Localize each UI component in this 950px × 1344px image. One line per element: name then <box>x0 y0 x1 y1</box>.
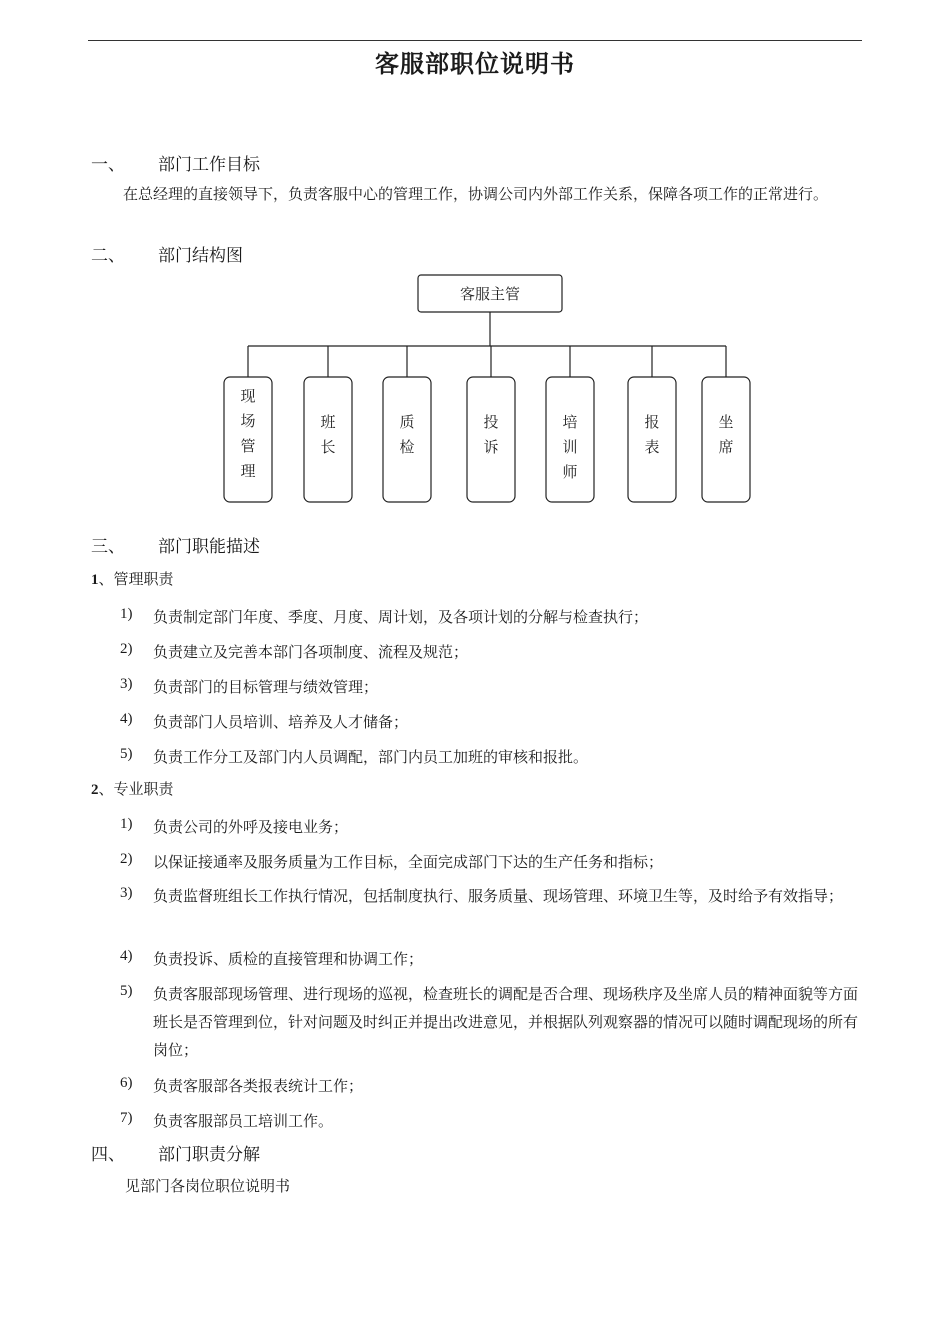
duty-item-number: 3) <box>120 885 133 901</box>
section-2-number: 二、 <box>91 246 125 266</box>
duty-item-text: 负责客服部各类报表统计工作； <box>153 1077 364 1095</box>
org-chart <box>215 270 765 510</box>
duty-group-heading <box>91 778 174 799</box>
duty-item-text: 负责建立及完善本部门各项制度、流程及规范； <box>153 643 469 661</box>
duty-item-text: 负责客服部员工培训工作。 <box>153 1112 334 1130</box>
org-child-label-char: 师 <box>562 463 578 481</box>
duty-item-number: 4) <box>120 711 133 727</box>
org-child-label-char: 表 <box>644 438 660 456</box>
org-child-label-char: 诉 <box>483 438 499 456</box>
document-title: 客服部职位说明书 <box>375 50 575 78</box>
duty-item-number: 5) <box>120 983 133 999</box>
org-child-label-char: 培 <box>562 413 578 431</box>
duty-item-text: 负责监督班组长工作执行情况，包括制度执行、服务质量、现场管理、环境卫生等，及时给予有效指导； <box>153 887 844 905</box>
org-child-label-char: 训 <box>562 438 578 456</box>
duty-item-text: 负责工作分工及部门内人员调配，部门内员工加班的审核和报批。 <box>153 748 589 766</box>
duty-item-number: 1) <box>120 816 133 832</box>
breakdown-text: 见部门各岗位职位说明书 <box>125 1177 291 1195</box>
org-child-label-char: 检 <box>399 438 415 456</box>
duty-item-text: 负责部门的目标管理与绩效管理； <box>153 678 379 696</box>
section-2-label: 部门结构图 <box>158 246 243 266</box>
duty-item-number: 5) <box>120 746 133 762</box>
duty-item-number: 1) <box>120 606 133 622</box>
section-3-label: 部门职能描述 <box>158 537 260 557</box>
section-1-label: 部门工作目标 <box>158 155 260 175</box>
org-child-label-char: 管 <box>240 437 256 455</box>
org-child-label-char: 长 <box>320 438 336 456</box>
section-4-number: 四、 <box>91 1145 125 1165</box>
org-child-label-char: 席 <box>718 438 734 456</box>
duty-item-number: 2) <box>120 641 133 657</box>
duty-group-separator: 、 <box>98 570 114 588</box>
duty-group-number: 1 <box>91 572 99 588</box>
duty-item-text: 以保证接通率及服务质量为工作目标，全面完成部门下达的生产任务和指标； <box>153 853 664 871</box>
section-4-label: 部门职责分解 <box>158 1145 260 1165</box>
section-1-number: 一、 <box>91 155 125 175</box>
org-child-label-char: 投 <box>483 413 499 431</box>
org-root-label: 客服主管 <box>459 285 521 303</box>
org-child-label-char: 班 <box>320 413 336 431</box>
duty-item-text: 负责制定部门年度、季度、月度、周计划，及各项计划的分解与检查执行； <box>153 608 649 626</box>
duty-group-title: 管理职责 <box>113 570 174 588</box>
duty-group-title: 专业职责 <box>113 780 174 798</box>
duty-group-separator: 、 <box>98 780 114 798</box>
org-child-label-char: 现 <box>240 387 256 405</box>
section-3-number: 三、 <box>91 537 125 557</box>
duty-item-number: 4) <box>120 948 133 964</box>
duty-item-number: 2) <box>120 851 133 867</box>
org-child-label-char: 场 <box>240 412 256 430</box>
duty-item-text: 负责客服部现场管理、进行现场的巡视，检查班长的调配是否合理、现场秩序及坐席人员的精神面貌等方面班长是否管理到位，针对问题及时纠正并提出改进意见，并根据队列观察器的情况可以随时调配现场的所有岗位； <box>153 985 859 1059</box>
duty-item-number: 3) <box>120 676 133 692</box>
org-child-label-char: 理 <box>240 462 256 480</box>
top-rule <box>88 40 862 41</box>
goal-paragraph: 在总经理的直接领导下，负责客服中心的管理工作，协调公司内外部工作关系，保障各项工作的正常进行。 <box>123 185 829 203</box>
org-child-label-char: 质 <box>399 413 415 431</box>
org-child-label-char: 坐 <box>718 413 734 431</box>
duty-item-number: 6) <box>120 1075 133 1091</box>
duty-item-text: 负责公司的外呼及接电业务； <box>153 818 349 836</box>
duty-item-number: 7) <box>120 1110 133 1126</box>
duty-item-text: 负责部门人员培训、培养及人才储备； <box>153 713 409 731</box>
duty-item-text: 负责投诉、质检的直接管理和协调工作； <box>153 950 424 968</box>
org-child-label-char: 报 <box>644 413 660 431</box>
duty-group-heading <box>91 568 174 589</box>
duty-group-number: 2 <box>91 782 99 798</box>
